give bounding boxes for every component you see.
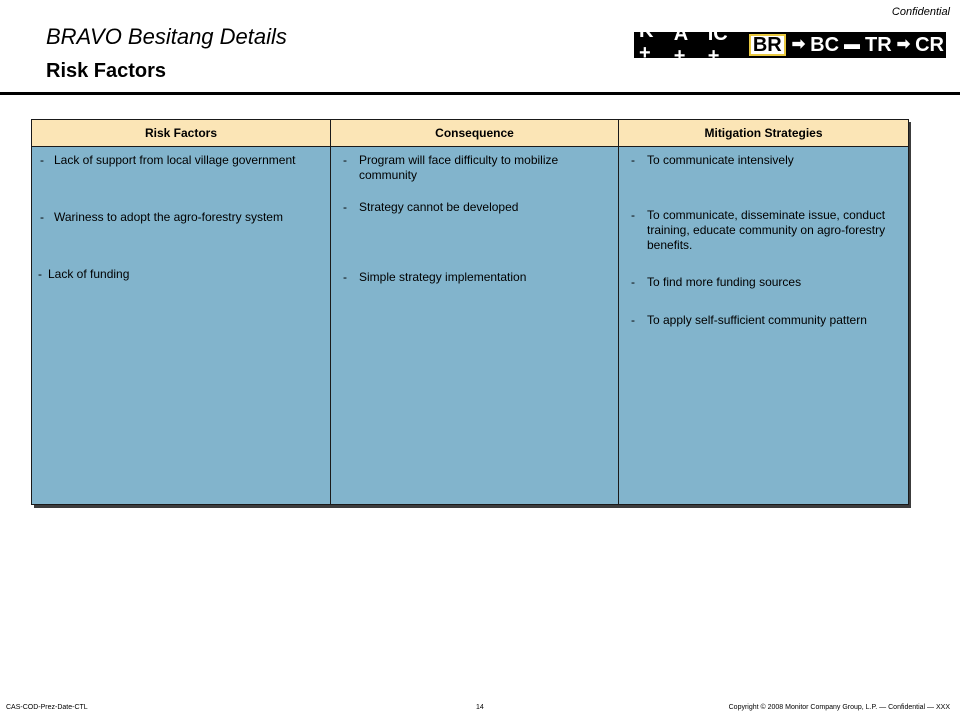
logo-br-highlight: BR <box>749 34 786 56</box>
list-item: - To communicate, disseminate issue, conduct training, educate community on agro-forestry benefits. <box>623 208 904 253</box>
list-item: - Lack of support from local village government <box>36 153 326 168</box>
risk-table <box>31 119 909 505</box>
column-header-mitigation: Mitigation Strategies <box>619 120 909 147</box>
list-item: - Program will face difficulty to mobilize community <box>335 153 614 183</box>
column-header-risk-factors: Risk Factors <box>32 120 331 147</box>
footer-page-number: 14 <box>476 704 484 711</box>
table-header-row <box>32 120 909 147</box>
list-item: - To apply self-sufficient community pattern <box>623 313 904 328</box>
arrow-right-icon: ➡ <box>896 36 911 53</box>
mitigation-cell <box>619 147 909 505</box>
footer-doc-code: CAS-COD-Prez-Date-CTL <box>6 704 88 711</box>
process-logo <box>634 20 946 67</box>
list-item: - Simple strategy implementation <box>335 270 614 285</box>
list-item: - Lack of funding <box>36 267 326 282</box>
risk-table-container <box>31 119 908 505</box>
list-item: - Wariness to adopt the agro-forestry system <box>36 210 326 225</box>
logo-cr: CR <box>915 34 944 56</box>
consequence-list <box>335 153 614 285</box>
logo-a: A + <box>673 23 688 67</box>
list-item: - To communicate intensively <box>623 153 904 168</box>
arrow-right-icon: ➡ <box>791 36 806 53</box>
table-row <box>32 147 909 505</box>
footer-copyright: Copyright © 2008 Monitor Company Group, L.P. — Confidential — XXX <box>728 704 950 711</box>
list-item: - To find more funding sources <box>623 275 904 290</box>
risk-factors-list <box>36 153 326 282</box>
page-subtitle: Risk Factors <box>46 60 167 82</box>
confidential-label: Confidential <box>891 6 950 18</box>
risk-factors-cell <box>32 147 331 505</box>
logo-k: K + <box>639 20 654 64</box>
consequence-cell <box>331 147 619 505</box>
mitigation-list <box>623 153 904 328</box>
logo-tr: TR <box>865 34 892 56</box>
header-divider <box>0 92 960 95</box>
logo-ic: IC + <box>707 23 728 67</box>
column-header-consequence: Consequence <box>331 120 619 147</box>
page-title: BRAVO Besitang Details <box>46 24 287 49</box>
dash-icon: ▬ <box>844 36 861 53</box>
list-item: - Strategy cannot be developed <box>335 200 614 215</box>
logo-bc: BC <box>810 34 840 56</box>
